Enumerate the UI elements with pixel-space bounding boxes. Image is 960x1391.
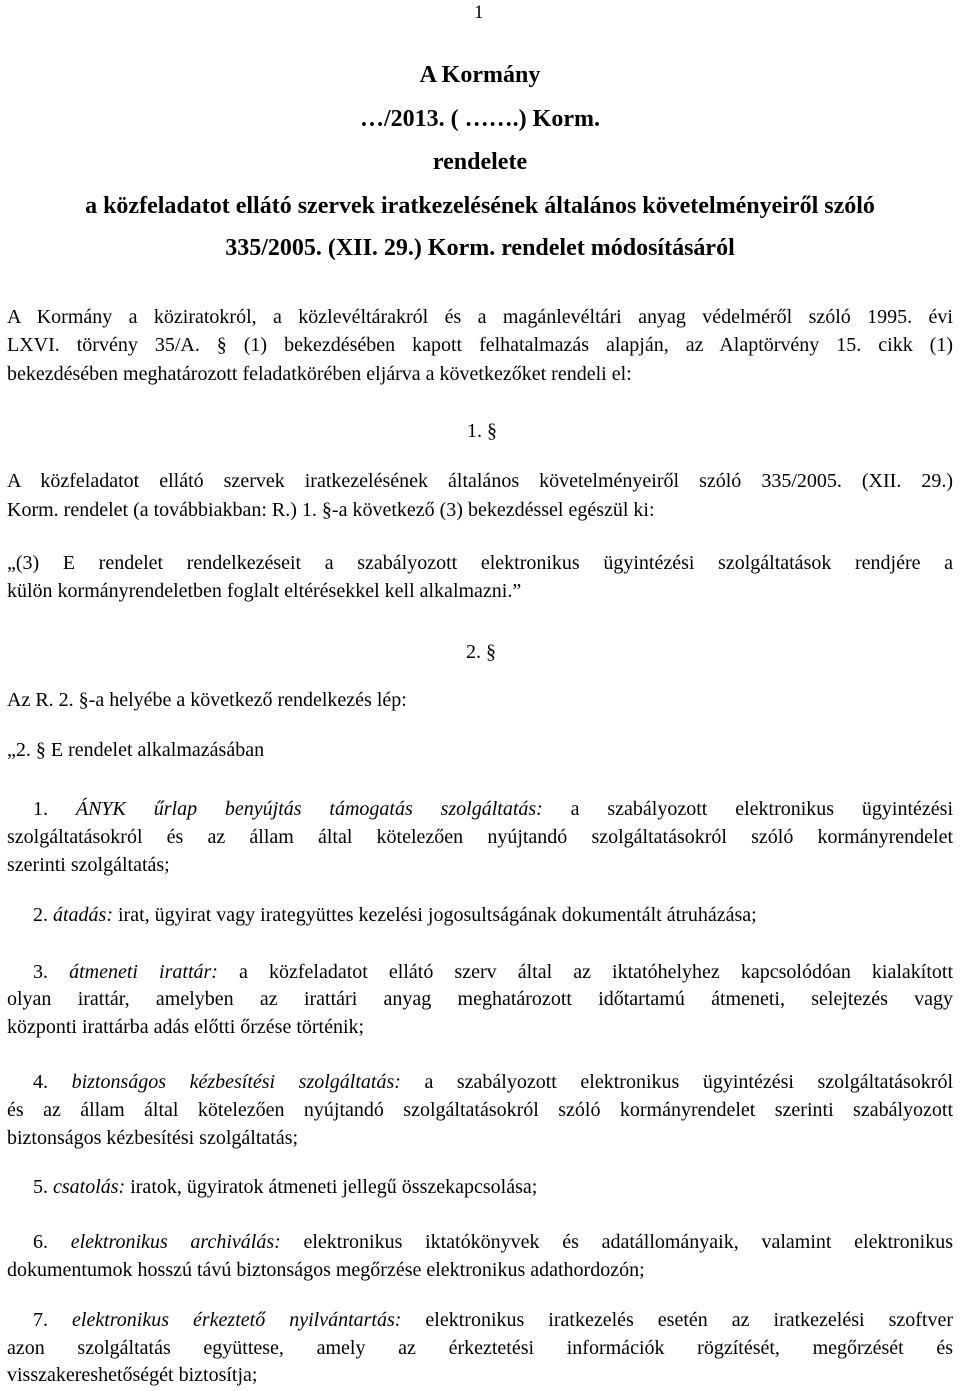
- title-line-4: a közfeladatot ellátó szervek iratkezelésének általános követelményeiről szóló: [85, 193, 875, 219]
- preamble-line-3: bekezdésében meghatározott feladatkörében eljárva a következőket rendeli el:: [7, 363, 632, 385]
- definition-3-line-3: központi irattárba adás előtti őrzése történik;: [7, 1016, 365, 1038]
- preamble-line-2: LXVI. törvény 35/A. § (1) bekezdésében kapott felhatalmazás alapján, az Alaptörvény 15. cikk (1): [7, 334, 953, 356]
- definition-6-line-2: dokumentumok hosszú távú biztonságos megőrzése elektronikus adathordozón;: [7, 1259, 645, 1281]
- definition-5-term: csatolás:: [53, 1176, 126, 1198]
- section-1-quote-2: külön kormányrendeletben foglalt eltérésekkel kell alkalmazni.”: [7, 580, 522, 602]
- definition-4-number: 4.: [33, 1071, 48, 1093]
- section-1-text-2: Korm. rendelet (a továbbiakban: R.) 1. §-a következő (3) bekezdéssel egészül ki:: [7, 499, 655, 521]
- section-2-heading: 2. §: [466, 641, 496, 663]
- definition-4: [7, 1071, 953, 1094]
- definition-6-number: 6.: [33, 1231, 48, 1253]
- definition-4-term: biztonságos kézbesítési szolgáltatás:: [71, 1071, 401, 1093]
- definition-7-term: elektronikus érkeztető nyilvántartás:: [72, 1309, 402, 1331]
- definition-2-term: átadás:: [53, 904, 113, 926]
- definition-3-line-2: olyan irattár, amelyben az irattári anyag meghatározott időtartamú átmeneti, selejtezés vagy: [7, 988, 953, 1010]
- definition-7-line-2: azon szolgáltatás együttese, amely az érkeztetési információk rögzítését, megőrzését és: [7, 1337, 953, 1359]
- definition-3-text: a közfeladatot ellátó szerv által az iktatóhelyhez kapcsolódóan kialakított: [217, 961, 954, 983]
- definition-5: [7, 1176, 537, 1199]
- definition-6: [7, 1231, 953, 1254]
- section-1-quote-1: „(3) E rendelet rendelkezéseit a szabályozott elektronikus ügyintézési szolgáltatások rendjére a: [7, 552, 953, 574]
- definition-1-line-3: szerinti szolgáltatás;: [7, 854, 170, 876]
- preamble-line-1: A Kormány a köziratokról, a közlevéltárakról és a magánlevéltári anyag védelméről szóló 1995. évi: [7, 306, 953, 328]
- definition-4-line-2: és az állam által kötelezően nyújtandó szolgáltatásokról szóló kormányrendelet szerinti szabályozott: [7, 1099, 953, 1121]
- title-line-1: A Kormány: [419, 62, 541, 88]
- definition-2: [7, 904, 757, 927]
- definition-7: [7, 1309, 953, 1332]
- definition-1: [7, 798, 953, 821]
- definition-4-text: a szabályozott elektronikus ügyintézési szolgáltatásokról: [400, 1071, 953, 1093]
- definition-3-term: átmeneti irattár:: [69, 961, 218, 983]
- definition-5-number: 5.: [33, 1176, 48, 1198]
- definition-1-term: ÁNYK űrlap benyújtás támogatás szolgáltatás:: [75, 798, 543, 820]
- definition-3: [7, 961, 953, 984]
- definition-3-number: 3.: [33, 961, 48, 983]
- definition-5-text: iratok, ügyiratok átmeneti jellegű összekapcsolása;: [125, 1176, 538, 1198]
- definition-1-text: a szabályozott elektronikus ügyintézési: [542, 798, 953, 820]
- definition-7-text: elektronikus iratkezelés esetén az iratkezelési szoftver: [401, 1309, 954, 1331]
- section-2-subheading: „2. § E rendelet alkalmazásában: [7, 739, 265, 761]
- definition-4-line-3: biztonságos kézbesítési szolgáltatás;: [7, 1127, 299, 1149]
- title-line-3: rendelete: [432, 149, 528, 175]
- title-line-5: 335/2005. (XII. 29.) Korm. rendelet módosításáról: [225, 235, 735, 261]
- section-1-text-1: A közfeladatot ellátó szervek iratkezelésének általános követelményeiről szóló 335/2005. (XII. 29.): [7, 470, 953, 492]
- definition-7-line-3: visszakereshetőségét biztosítja;: [7, 1364, 258, 1386]
- title-line-2: …/2013. ( …….) Korm.: [360, 106, 600, 132]
- definition-2-text: irat, ügyirat vagy irategyüttes kezelési jogosultságának dokumentált átruházása;: [113, 904, 757, 926]
- definition-6-term: elektronikus archiválás:: [70, 1231, 281, 1253]
- definition-6-text: elektronikus iktatókönyvek és adatállományaik, valamint elektronikus: [280, 1231, 954, 1253]
- definition-2-number: 2.: [33, 904, 48, 926]
- section-2-intro: Az R. 2. §-a helyébe a következő rendelkezés lép:: [7, 689, 407, 711]
- definition-1-number: 1.: [33, 798, 48, 820]
- section-1-heading: 1. §: [467, 420, 497, 442]
- definition-7-number: 7.: [33, 1309, 48, 1331]
- definition-1-line-2: szolgáltatásokról és az állam által kötelezően nyújtandó szolgáltatásokról szóló kormányrendelet: [7, 826, 953, 848]
- page-number: 1: [474, 2, 484, 23]
